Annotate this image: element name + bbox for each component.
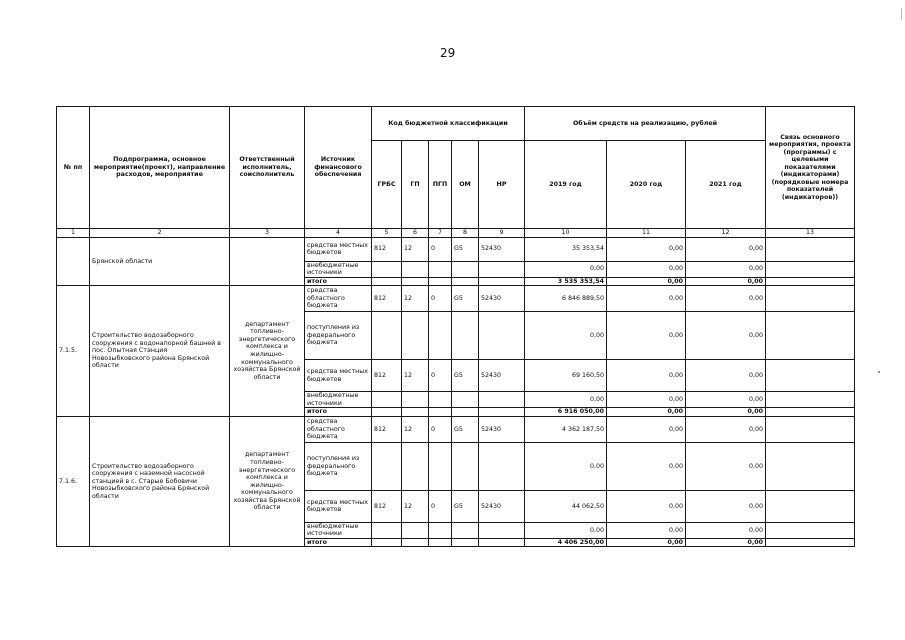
nr-cell: 52430 — [479, 286, 525, 312]
om-cell — [452, 408, 479, 417]
header-source: Источник финансового обеспечения — [305, 107, 372, 229]
header-gp: ГП — [402, 141, 429, 229]
header-grbs: ГРБС — [372, 141, 402, 229]
col-number: 8 — [452, 229, 479, 238]
amount-2020-cell: 0,00 — [607, 522, 686, 538]
col-number: 6 — [402, 229, 429, 238]
nr-cell: 52430 — [479, 360, 525, 392]
nr-cell — [479, 312, 525, 360]
executor-cell — [230, 237, 305, 286]
header-link: Связь основного мероприятия, проекта (программы) с целевыми показателями (индикаторами) (порядковые номера показателей (индикаторов)) — [766, 107, 855, 229]
header-executor: Ответственный исполнитель, соисполнитель — [230, 107, 305, 229]
link-cell — [766, 416, 855, 442]
nr-cell — [479, 261, 525, 277]
amount-2021-cell: 0,00 — [686, 416, 766, 442]
amount-2020-cell: 0,00 — [607, 416, 686, 442]
row-number-cell: 7.1.5. — [57, 286, 90, 417]
amount-2019-cell: 4 406 250,00 — [525, 538, 607, 547]
amount-2021-cell: 0,00 — [686, 312, 766, 360]
amount-2021-cell: 0,00 — [686, 442, 766, 490]
grbs-cell: 812 — [372, 286, 402, 312]
col-number: 7 — [429, 229, 452, 238]
gp-cell — [402, 277, 429, 286]
om-cell: G5 — [452, 416, 479, 442]
gp-cell — [402, 442, 429, 490]
gp-cell: 12 — [402, 490, 429, 522]
om-cell: G5 — [452, 237, 479, 261]
gp-cell: 12 — [402, 286, 429, 312]
amount-2021-cell: 0,00 — [686, 237, 766, 261]
om-cell: G5 — [452, 286, 479, 312]
nr-cell: 52430 — [479, 237, 525, 261]
om-cell — [452, 522, 479, 538]
link-cell — [766, 442, 855, 490]
source-cell: внебюджетные источники — [305, 522, 372, 538]
grbs-cell — [372, 261, 402, 277]
grbs-cell — [372, 538, 402, 547]
amount-2021-cell: 0,00 — [686, 408, 766, 417]
col-number: 10 — [525, 229, 607, 238]
amount-2020-cell: 0,00 — [607, 442, 686, 490]
nr-cell: 52430 — [479, 416, 525, 442]
nr-cell — [479, 442, 525, 490]
source-cell: средства областного бюджета — [305, 286, 372, 312]
source-cell: средства местных бюджетов — [305, 360, 372, 392]
link-cell — [766, 392, 855, 408]
grbs-cell — [372, 277, 402, 286]
nr-cell — [479, 392, 525, 408]
program-cell: Строительство водозаборного сооружения с наземной насосной станцией в с. Старые Бобовичи Новозыбковского района Брянской области — [90, 416, 230, 547]
amount-2020-cell: 0,00 — [607, 538, 686, 547]
amount-2021-cell: 0,00 — [686, 286, 766, 312]
grbs-cell — [372, 312, 402, 360]
header-budget-code: Код бюджетной классификации — [372, 107, 525, 141]
gp-cell: 12 — [402, 237, 429, 261]
grbs-cell — [372, 392, 402, 408]
header-pgp: ПГП — [429, 141, 452, 229]
amount-2020-cell: 0,00 — [607, 261, 686, 277]
link-cell — [766, 286, 855, 312]
amount-2019-cell: 0,00 — [525, 312, 607, 360]
gp-cell — [402, 538, 429, 547]
gp-cell — [402, 312, 429, 360]
amount-2019-cell: 6 846 889,50 — [525, 286, 607, 312]
amount-2021-cell: 0,00 — [686, 522, 766, 538]
amount-2021-cell: 0,00 — [686, 261, 766, 277]
executor-cell: департамент топливно-энергетического комплекса и жилищно-коммунального хозяйства Брянской области — [230, 286, 305, 417]
pgp-cell — [429, 522, 452, 538]
om-cell — [452, 277, 479, 286]
table-row — [57, 237, 855, 261]
gp-cell — [402, 408, 429, 417]
pgp-cell — [429, 261, 452, 277]
pgp-cell: 0 — [429, 360, 452, 392]
col-number: 2 — [90, 229, 230, 238]
gp-cell: 12 — [402, 416, 429, 442]
gp-cell — [402, 392, 429, 408]
grbs-cell — [372, 522, 402, 538]
amount-2019-cell: 44 062,50 — [525, 490, 607, 522]
amount-2019-cell: 4 362 187,50 — [525, 416, 607, 442]
amount-2021-cell: 0,00 — [686, 392, 766, 408]
gp-cell — [402, 522, 429, 538]
link-cell — [766, 360, 855, 392]
amount-2020-cell: 0,00 — [607, 237, 686, 261]
source-cell: средства местных бюджетов — [305, 490, 372, 522]
pgp-cell — [429, 442, 452, 490]
link-cell — [766, 408, 855, 417]
nr-cell — [479, 408, 525, 417]
header-2021: 2021 год — [686, 141, 766, 229]
grbs-cell: 812 — [372, 360, 402, 392]
amount-2019-cell: 0,00 — [525, 522, 607, 538]
header-om: ОМ — [452, 141, 479, 229]
pgp-cell: 0 — [429, 416, 452, 442]
om-cell — [452, 538, 479, 547]
pgp-cell — [429, 392, 452, 408]
numbering-row — [57, 229, 855, 238]
pgp-cell: 0 — [429, 237, 452, 261]
amount-2020-cell: 0,00 — [607, 277, 686, 286]
om-cell — [452, 442, 479, 490]
nr-cell — [479, 538, 525, 547]
amount-2020-cell: 0,00 — [607, 312, 686, 360]
header-nr: НР — [479, 141, 525, 229]
pgp-cell: 0 — [429, 490, 452, 522]
link-cell — [766, 237, 855, 261]
source-cell: внебюджетные источники — [305, 261, 372, 277]
scan-dot — [878, 371, 880, 373]
header-volume: Объём средств на реализацию, рублей — [525, 107, 766, 141]
amount-2021-cell: 0,00 — [686, 360, 766, 392]
col-number: 12 — [686, 229, 766, 238]
grbs-cell: 812 — [372, 416, 402, 442]
col-number: 4 — [305, 229, 372, 238]
program-cell: Брянской области — [90, 237, 230, 286]
budget-table — [56, 106, 855, 547]
pgp-cell — [429, 277, 452, 286]
scan-edge-mark — [901, 8, 902, 20]
link-cell — [766, 538, 855, 547]
grbs-cell: 812 — [372, 237, 402, 261]
header-2020: 2020 год — [607, 141, 686, 229]
amount-2019-cell: 35 353,54 — [525, 237, 607, 261]
header-2019: 2019 год — [525, 141, 607, 229]
amount-2019-cell: 0,00 — [525, 442, 607, 490]
link-cell — [766, 312, 855, 360]
amount-2021-cell: 0,00 — [686, 538, 766, 547]
amount-2019-cell: 6 916 050,00 — [525, 408, 607, 417]
amount-2020-cell: 0,00 — [607, 392, 686, 408]
col-number: 1 — [57, 229, 90, 238]
grbs-cell — [372, 442, 402, 490]
amount-2019-cell: 0,00 — [525, 261, 607, 277]
amount-2021-cell: 0,00 — [686, 490, 766, 522]
amount-2020-cell: 0,00 — [607, 490, 686, 522]
page-number: 29 — [440, 46, 456, 60]
col-number: 3 — [230, 229, 305, 238]
header-program: Подпрограмма, основное мероприятие(проект), направление расходов, мероприятие — [90, 107, 230, 229]
om-cell: G5 — [452, 490, 479, 522]
source-cell: итого — [305, 538, 372, 547]
pgp-cell: 0 — [429, 286, 452, 312]
row-number-cell: 7.1.6. — [57, 416, 90, 547]
om-cell — [452, 312, 479, 360]
pgp-cell — [429, 538, 452, 547]
nr-cell — [479, 277, 525, 286]
source-cell: поступления из федерального бюджета — [305, 312, 372, 360]
amount-2019-cell: 69 160,50 — [525, 360, 607, 392]
table-row — [57, 416, 855, 442]
executor-cell: департамент топливно-энергетического комплекса и жилищно-коммунального хозяйства Брянской области — [230, 416, 305, 547]
amount-2020-cell: 0,00 — [607, 360, 686, 392]
header-num: № пп — [57, 107, 90, 229]
pgp-cell — [429, 312, 452, 360]
amount-2019-cell: 0,00 — [525, 392, 607, 408]
link-cell — [766, 522, 855, 538]
col-number: 5 — [372, 229, 402, 238]
table-body — [57, 107, 855, 547]
nr-cell: 52430 — [479, 490, 525, 522]
amount-2021-cell: 0,00 — [686, 277, 766, 286]
header-row — [57, 107, 855, 141]
gp-cell: 12 — [402, 360, 429, 392]
grbs-cell — [372, 408, 402, 417]
col-number: 11 — [607, 229, 686, 238]
row-number-cell — [57, 237, 90, 286]
table-row — [57, 286, 855, 312]
link-cell — [766, 261, 855, 277]
om-cell — [452, 261, 479, 277]
om-cell: G5 — [452, 360, 479, 392]
col-number: 9 — [479, 229, 525, 238]
source-cell: внебюджетные источники — [305, 392, 372, 408]
gp-cell — [402, 261, 429, 277]
source-cell: итого — [305, 277, 372, 286]
om-cell — [452, 392, 479, 408]
link-cell — [766, 490, 855, 522]
source-cell: средства областного бюджета — [305, 416, 372, 442]
source-cell: итого — [305, 408, 372, 417]
source-cell: средства местных бюджетов — [305, 237, 372, 261]
nr-cell — [479, 522, 525, 538]
grbs-cell: 812 — [372, 490, 402, 522]
pgp-cell — [429, 408, 452, 417]
amount-2019-cell: 3 535 353,54 — [525, 277, 607, 286]
program-cell: Строительство водозаборного сооружения с водонапорной башней в пос. Опытная Станция Новозыбковского района Брянской области — [90, 286, 230, 417]
amount-2020-cell: 0,00 — [607, 286, 686, 312]
link-cell — [766, 277, 855, 286]
col-number: 13 — [766, 229, 855, 238]
source-cell: поступления из федерального бюджета — [305, 442, 372, 490]
amount-2020-cell: 0,00 — [607, 408, 686, 417]
